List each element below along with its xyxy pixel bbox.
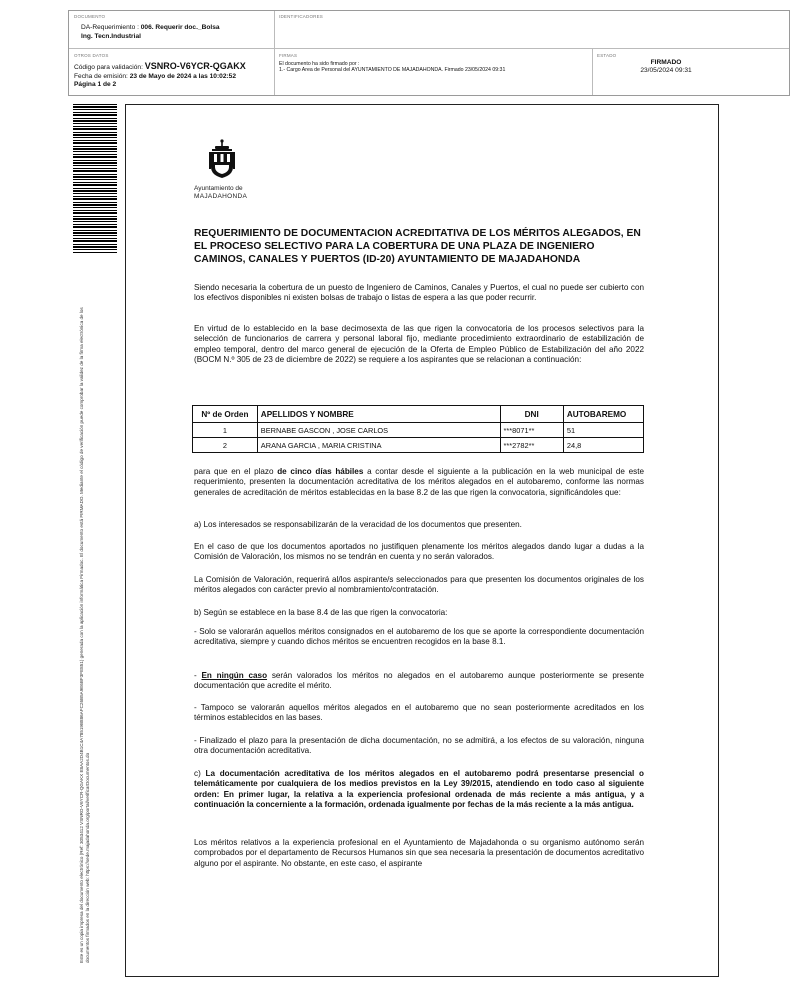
identificadores-label: IDENTIFICADORES	[279, 14, 324, 19]
document-header	[68, 10, 790, 96]
paragraph-2: En virtud de lo establecido en la base decimosexta de las que rigen la convocatoria de los procesos selectivos para la selección de funcionarios de carrera y personal laboral fijo, mediante procedimiento extraordinario de estabilización de empleo temporal, dentro del marco general de ejecución de la Oferta de Empleo Público de Estabilización del año 2022 (BOCM N.º 305 de 23 de diciembre de 2022) se requiere a los aspirantes que se relacionan a continuación:	[194, 324, 644, 365]
firmas-line1: El documento ha sido firmado por :	[279, 61, 360, 67]
firmas-line2: 1.- Cargo Area de Personal del AYUNTAMIENTO DE MAJADAHONDA. Firmado 23/05/2024 09:31	[279, 67, 506, 73]
paragraph-9: - En ningún caso serán valorados los méritos no alegados en el autobaremo aunque posteriormente se presente documentación que acredite el mérito.	[194, 671, 645, 691]
barcode-image	[73, 104, 117, 254]
identificadores-cell	[275, 11, 789, 49]
documento-line2: Ing. Tecn.Industrial	[81, 33, 141, 40]
codigo-value: VSNRO-V6YCR-QGAKX	[144, 61, 246, 71]
estado-value: FIRMADO	[650, 59, 682, 66]
aspirantes-table	[192, 405, 644, 453]
otros-datos-label: OTROS DATOS	[74, 53, 109, 58]
paragraph-5: En el caso de que los documentos aportados no justifiquen plenamente los méritos alegados dando lugar a dudas a la Comisión de Valoración, los mismos no se tendrán en cuenta y no serán valorados.	[194, 542, 644, 562]
logo-text-majadahonda: MAJADAHONDA	[194, 193, 248, 200]
paragraph-7: b) Según se establece en la base 8.4 de las que rigen la convocatoria:	[194, 608, 448, 617]
header-dni: DNI	[500, 406, 563, 423]
header-autobaremo: AUTOBAREMO	[563, 406, 643, 423]
table-row: 2 ARANA GARCIA , MARIA CRISTINA ***2782** 24,8	[193, 438, 644, 453]
documento-cell	[69, 11, 275, 49]
codigo-validacion: Código para validación: VSNRO-V6YCR-QGAKX	[74, 61, 246, 71]
header-orden: Nº de Orden	[193, 406, 258, 423]
document-title: REQUERIMIENTO DE DOCUMENTACION ACREDITATIVA DE LOS MÉRITOS ALEGADOS, EN EL PROCESO SELECTIVO PARA LA COBERTURA DE UNA PLAZA DE INGENIERO CAMINOS, CANALES Y PUERTOS (ID-20) AYUNTAMIENTO DE MAJADAHONDA	[194, 228, 641, 265]
logo-text-ayuntamiento: Ayuntamiento de	[194, 185, 243, 192]
fecha-emision: Fecha de emisión: 23 de Mayo de 2024 a las 10:02:52	[74, 73, 237, 80]
paragraph-12: c) La documentación acreditativa de los méritos alegados en el autobaremo podrá presentarse presencial o telemáticamente por cualquiera de los medios previstos en la Ley 39/2015, atendiendo en todo caso al siguiente orden: En primer lugar, la relativa a la experiencia profesional ordenada de más reciente a más antigua, y a continuación la concerniente a la formación, ordenada igualmente por fechas de la más reciente a la más antigua.	[194, 769, 644, 810]
estado-date: 23/05/2024 09:31	[640, 67, 692, 74]
estado-cell	[593, 49, 789, 95]
table-row: 1 BERNABE GASCON , JOSE CARLOS ***8071** 51	[193, 423, 644, 438]
pagina-indicator: Página 1 de 2	[74, 81, 117, 88]
paragraph-13: Los méritos relativos a la experiencia profesional en el Ayuntamiento de Majadahonda o su organismo autónomo serán comprobados por el departamento de Recursos Humanos sin que sea necesaria la presentación de documentos acreditativo alguno por el aspirante. No obstante, en este caso, el aspirante	[194, 838, 644, 868]
paragraph-8: - Solo se valorarán aquellos méritos consignados en el autobaremo de los que se aporte la correspondiente documentación acreditativa, siempre y cuando dichos méritos se encuentren recogidos en la base 8.1.	[194, 627, 644, 647]
paragraph-3: para que en el plazo de cinco días hábiles a contar desde el siguiente a la publicación en la web municipal de este requerimiento, presenten la documentación acreditativa de los méritos alegados en el autobaremo, conforme las normas generales de acreditación de méritos establecidas en la base 8.2 de las que rigen la convocatoria, significándoles que:	[194, 467, 645, 497]
firmas-cell	[275, 49, 593, 95]
paragraph-10: - Tampoco se valorarán aquellos méritos alegados en el autobaremo que no sean posteriormente acreditados en los términos establecidos en las bases.	[194, 703, 644, 723]
paragraph-6: La Comisión de Valoración, requerirá al/los aspirante/s seleccionados para que presenten los documentos originales de los méritos alegados con carácter previo al nombramiento/contratación.	[194, 575, 644, 595]
paragraph-4: a) Los interesados se responsabilizarán de la veracidad de los documentos que presenten.	[194, 520, 522, 529]
documento-label: DOCUMENTO	[74, 14, 106, 19]
table-header-row	[193, 406, 644, 423]
estado-label: ESTADO	[597, 53, 617, 58]
documento-name: DA-Requerimiento : 006. Requerir doc._Bolsa	[81, 24, 220, 31]
otros-datos-cell	[69, 49, 275, 95]
paragraph-1: Siendo necesaria la cobertura de un puesto de Ingeniero de Caminos, Canales y Puertos, el cual no puede ser cubierto con los efectivos disponibles ni existen bolsas de trabajo o listas de espera a las que poder recurrir.	[194, 283, 644, 303]
vertical-verification-text: Este es un copia impresa del documento electrónico (Ref: 3053412 VSNRO-V6YCR-QGAKX E8AA2D4B1C4A78519B886AFC26B5A9E6BF3FE851) generada con la aplicación informática Firmadoc. El documento está FIRMADO. Mediante el código de verificación puede comprobar la validez de la firma electrónica de los documentos firmados en la dirección web: https://sede.majadahonda.org/portal/verificarDocumentos.do	[79, 307, 90, 963]
paragraph-11: - Finalizado el plazo para la presentación de dicha documentación, no se admitirá, a los efectos de su valoración, ninguna otra documentación acreditativa.	[194, 736, 644, 756]
firmas-label: FIRMAS	[279, 53, 298, 58]
header-apellidos-nombre: APELLIDOS Y NOMBRE	[257, 406, 500, 423]
